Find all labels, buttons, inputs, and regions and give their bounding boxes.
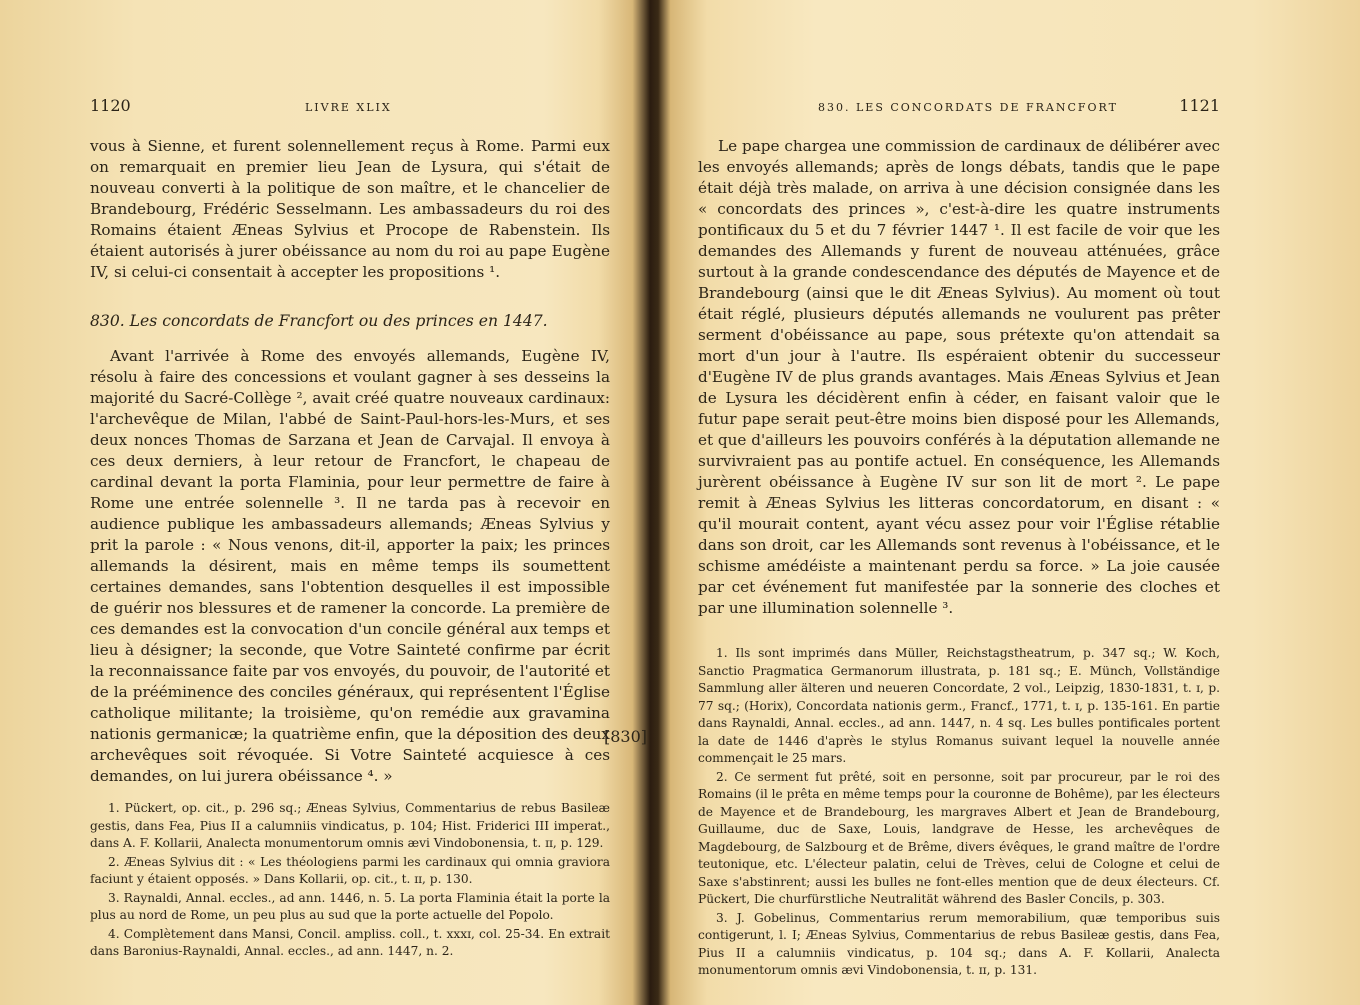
section-title: 830. Les concordats de Francfort ou des princes en 1447. bbox=[90, 312, 548, 330]
left-footnote-4: 4. Complètement dans Mansi, Concil. ampliss. coll., t. xxxɪ, col. 25-34. En extrait dans Baronius-Raynaldi, Annal. eccles., ad ann. 1447, n. 2. bbox=[90, 926, 610, 958]
right-footnote-3: 3. J. Gobelinus, Commentarius rerum memorabilium, quæ temporibus suis contigerunt, l. I; Æneas Sylvius, Commentarius de rebus Basileæ gestis, dans Fea, Pius II a calumniis vindicatus, p. 104 sq.; dans A. F. Kollarii, Analecta monumentorum omnis ævi Vindobonensia, t. ɪɪ, p. 131. bbox=[698, 910, 1220, 977]
left-body-text bbox=[90, 136, 610, 787]
right-page-number: 1121 bbox=[1179, 96, 1220, 115]
right-page bbox=[698, 0, 1220, 1005]
right-header-title: 830. LES CONCORDATS DE FRANCFORT bbox=[818, 101, 1118, 114]
right-paragraph-1: Le pape chargea une commission de cardinaux de délibérer avec les envoyés allemands; après de longs débats, tandis que le pape était déjà très malade, on arriva à une décision consignée dans les « concordats des princes », c'est-à-dire les quatre instruments pontificaux du 5 et du 7 février 1447 ¹. Il est facile de voir que les demandes des Allemands y furent de nouveau atténuées, grâce surtout à la grande condescendance des députés de Mayence et de Brandebourg (ainsi que le dit Æneas Sylvius). Au moment où tout était réglé, plusieurs députés allemands ne voulurent pas prêter serment d'obéissance au pape, sous prétexte qu'on attendait sa mort d'un jour à l'autre. Ils espéraient obtenir du successeur d'Eugène IV de plus grands avantages. Mais Æneas Sylvius et Jean de Lysura les décidèrent enfin à céder, en faisant valoir que le futur pape serait peut-être moins bien disposé pour les Allemands, et que d'ailleurs les pouvoirs conférés à la députation allemande ne survivraient pas au pontife actuel. En conséquence, les Allemands jurèrent obéissance à Eugène IV sur son lit de mort ². Le pape remit à Æneas Sylvius les litteras concordatorum, en disant : « qu'il mourait content, ayant vécu assez pour voir l'Église rétablie dans son droit, car les Allemands sont revenus à l'obéissance, et le schisme amédéiste a maintenant perdu sa force. » La joie causée par cet événement fut manifestée par la sonnerie des cloches et par une illumination solennelle ³. bbox=[698, 137, 1220, 617]
left-running-head bbox=[80, 98, 610, 118]
left-page bbox=[80, 0, 610, 1005]
left-header-title: LIVRE XLIX bbox=[305, 101, 392, 114]
left-page-number: 1120 bbox=[90, 96, 131, 115]
section-paragraph: Avant l'arrivée à Rome des envoyés allemands, Eugène IV, résolu à faire des concessions et voulant gagner à ses desseins la majorité du Sacré-Collège ², avait créé quatre nouveaux cardinaux: l'archevêque de Milan, l'abbé de Saint-Paul-hors-les-Murs, et ses deux nonces Thomas de Sarzana et Jean de Carvajal. Il envoya à ces deux derniers, à leur retour de Francfort, le chapeau de cardinal devant la porta Flaminia, pour leur permettre de faire à Rome une entrée solennelle ³. Il ne tarda pas à recevoir en audience publique les ambassadeurs allemands; Æneas Sylvius y prit la parole : « Nous venons, dit-il, apporter la paix; les princes allemands la désirent, mais en même temps ils soumettent certaines demandes, sans l'obtention desquelles il est impossible de guérir nos blessures et de ramener la concorde. La première de ces demandes est la convocation d'un concile général aux temps et lieu à désigner; la seconde, que Votre Sainteté confirme par écrit la reconnaissance faite par vos envoyés, du pouvoir, de l'autorité et de la prééminence des conciles généraux, qui représentent l'Église catholique militante; la troisième, qu'on remédie aux gravamina nationis germanicæ; la quatrième enfin, que la déposition des deux archevêques soit révoquée. Si Votre Sainteté acquiesce à ces demandes, on lui jurera obéissance ⁴. » bbox=[90, 347, 610, 785]
margin-note: [830] bbox=[604, 727, 648, 746]
left-paragraph-1: vous à Sienne, et furent solennellement reçus à Rome. Parmi eux on remarquait en premier lieu Jean de Lysura, qui s'était de nouveau converti à la politique de son maître, et le chancelier de Brandebourg, Frédéric Sesselmann. Les ambassadeurs du roi des Romains étaient Æneas Sylvius et Procope de Rabenstein. Ils étaient autorisés à jurer obéissance au nom du roi au pape Eugène IV, si celui-ci consentait à accepter les propositions ¹. bbox=[90, 137, 610, 281]
left-footnote-1: 1. Pückert, op. cit., p. 296 sq.; Æneas Sylvius, Commentarius de rebus Basileæ gestis, dans Fea, Pius II a calumniis vindicatus, p. 104; Hist. Friderici III imperat., dans A. F. Kollarii, Analecta monumentorum omnis ævi Vindobonensia, t. ɪɪ, p. 129. bbox=[90, 801, 610, 850]
right-running-head bbox=[698, 98, 1220, 118]
left-footnote-3: 3. Raynaldi, Annal. eccles., ad ann. 1446, n. 5. La porta Flaminia était la porte la plus au nord de Rome, un peu plus au sud que la porte actuelle del Popolo. bbox=[90, 890, 610, 922]
right-body-text bbox=[698, 136, 1220, 619]
right-footnote-1: 1. Ils sont imprimés dans Müller, Reichstagstheatrum, p. 347 sq.; W. Koch, Sanctio Pragmatica Germanorum illustrata, p. 181 sq.; E. Münch, Vollständige Sammlung aller älteren und neueren Concordate, 2 vol., Leipzig, 1830-1831, t. ɪ, p. 77 sq.; (Horix), Concordata nationis germ., Francf., 1771, t. ɪ, p. 135-161. En partie dans Raynaldi, Annal. eccles., ad ann. 1447, n. 4 sq. Les bulles pontificales portent la date de 1446 d'après le stylus Romanus suivant lequel la nouvelle année commençait le 25 mars. bbox=[698, 646, 1220, 765]
left-footnote-2: 2. Æneas Sylvius dit : « Les théologiens parmi les cardinaux qui omnia graviora faciunt y étaient opposés. » Dans Kollarii, op. cit., t. ɪɪ, p. 130. bbox=[90, 854, 610, 886]
left-footnotes bbox=[90, 800, 610, 962]
right-footnote-2: 2. Ce serment fut prêté, soit en personne, soit par procureur, par le roi des Romains (il le prêta en même temps pour la couronne de Bohême), par les électeurs de Mayence et de Brandebourg, les margraves Albert et Jean de Brandebourg, Guillaume, duc de Saxe, Louis, landgrave de Hesse, les archevêques de Magdebourg, de Salzbourg et de Brême, divers évêques, le grand maître de l'ordre teutonique, etc. L'électeur palatin, celui de Trèves, celui de Cologne et celui de Saxe s'abstinrent; aussi les bulles ne font-elles mention que de deux électeurs. Cf. Pückert, Die churfürstliche Neutralität während des Basler Concils, p. 303. bbox=[698, 769, 1220, 906]
right-footnotes bbox=[698, 645, 1220, 981]
